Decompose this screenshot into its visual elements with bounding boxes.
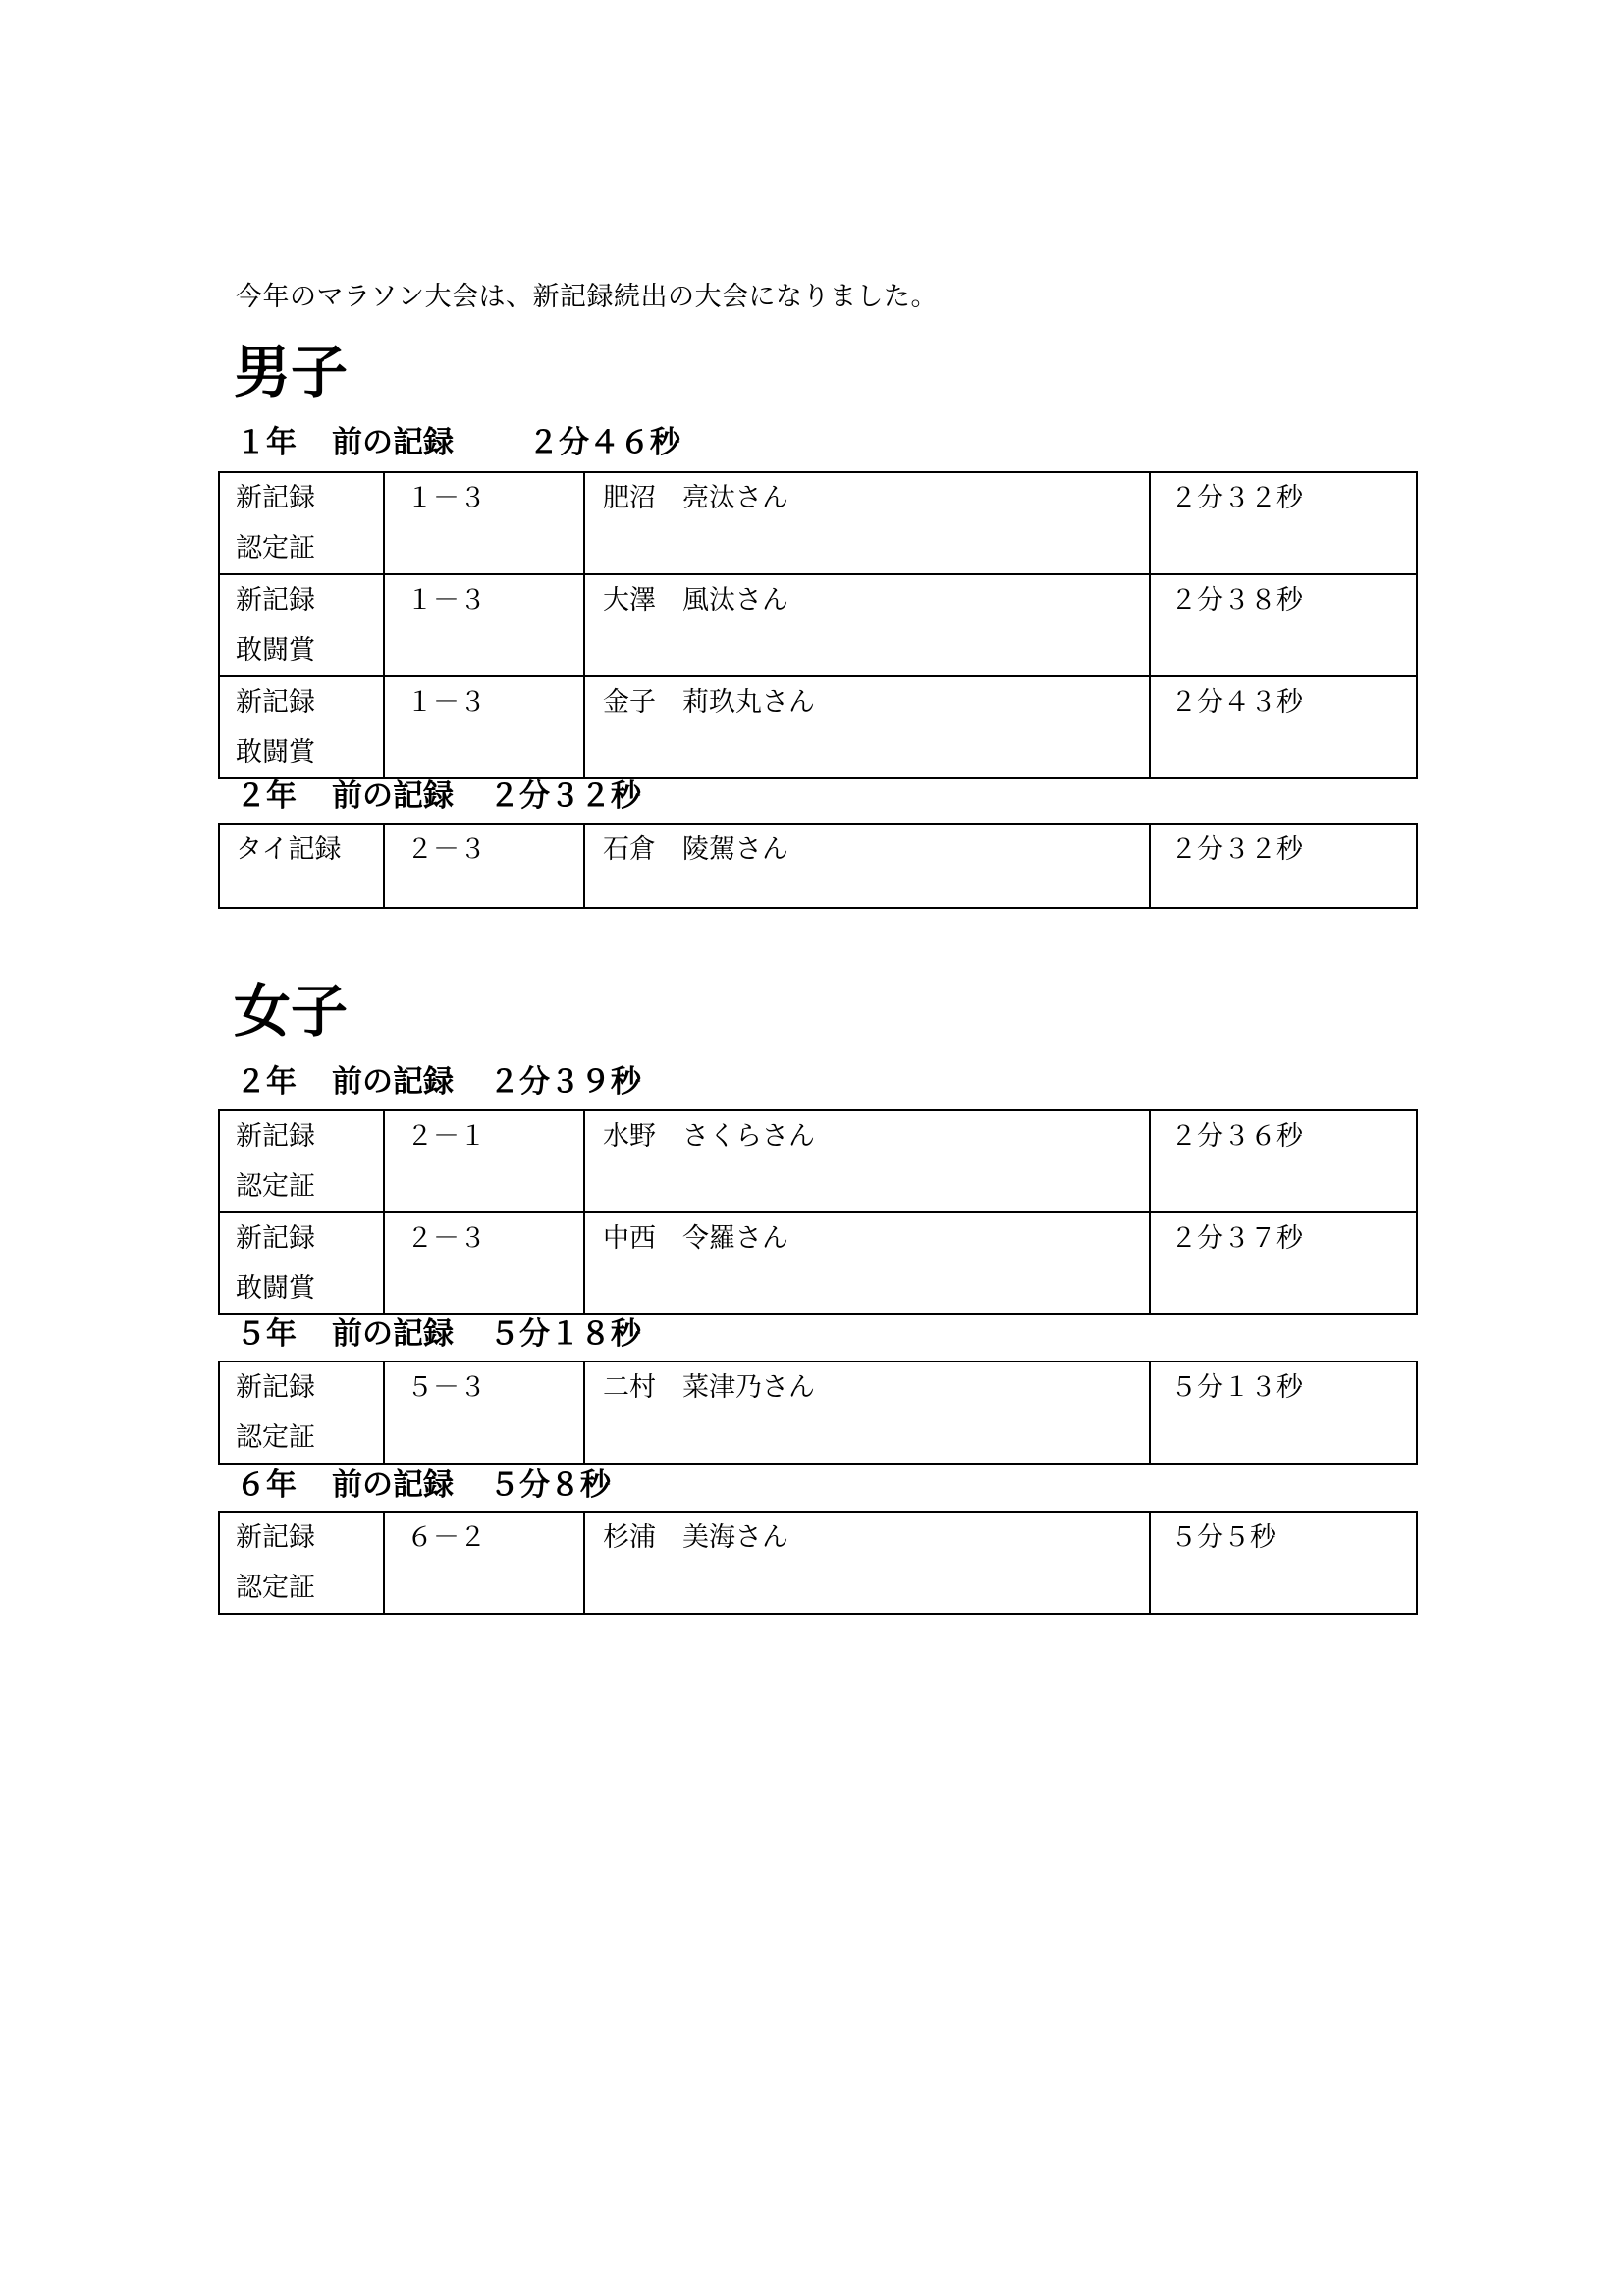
award-line-2: 敢闘賞 [236,1273,315,1304]
award-cell [219,1212,384,1314]
award-line-1: 新記録 [236,1522,315,1553]
award-cell [219,676,384,778]
grade-label: ２年 [236,778,297,814]
previous-record-label: 前の記録 [332,425,454,460]
award-line-1: 新記録 [236,483,315,513]
class-cell: ２－３ [384,824,584,908]
time-cell: ５分５秒 [1150,1512,1417,1614]
award-cell [219,1110,384,1212]
name-cell: 水野 さくらさん [584,1110,1150,1212]
award-line-1: 新記録 [236,687,315,718]
award-line-2: 認定証 [236,533,315,563]
previous-record-time: ５分８秒 [489,1468,611,1503]
grade-heading [236,1466,611,1505]
table-row [219,1110,1417,1212]
records-table [218,1511,1418,1615]
name-cell: 石倉 陵駕さん [584,824,1150,908]
name-cell: 二村 菜津乃さん [584,1362,1150,1464]
time-cell: ２分３６秒 [1150,1110,1417,1212]
previous-record-label: 前の記録 [332,1064,454,1099]
name-cell: 金子 莉玖丸さん [584,676,1150,778]
grade-heading [236,1062,641,1101]
award-line-1: タイ記録 [236,834,342,865]
records-table [218,1361,1418,1465]
award-line-2: 敢闘賞 [236,737,315,768]
award-cell [219,1362,384,1464]
previous-record-time: ２分４６秒 [528,425,680,460]
grade-label: ２年 [236,1064,297,1099]
intro-text: 今年のマラソン大会は、新記録続出の大会になりました。 [236,282,938,312]
award-line-2: 認定証 [236,1422,315,1453]
class-cell: １－３ [384,472,584,574]
table-row [219,676,1417,778]
table-row [219,1212,1417,1314]
grade-heading [236,1314,641,1354]
section-title-boys: 男子 [234,339,349,405]
award-line-1: 新記録 [236,1121,315,1151]
time-cell: ２分３８秒 [1150,574,1417,676]
name-cell: 中西 令羅さん [584,1212,1150,1314]
table-row [219,472,1417,574]
grade-label: ５年 [236,1316,297,1352]
table-row [219,574,1417,676]
class-cell: １－３ [384,574,584,676]
award-line-1: 新記録 [236,1223,315,1254]
award-cell [219,824,384,908]
grade-label: １年 [236,425,297,460]
previous-record-label: 前の記録 [332,778,454,814]
award-line-1: 新記録 [236,1372,315,1403]
award-line-1: 新記録 [236,585,315,615]
table-row [219,1512,1417,1614]
time-cell: ２分４３秒 [1150,676,1417,778]
grade-heading [236,776,641,816]
previous-record-label: 前の記録 [332,1468,454,1503]
award-line-2: 認定証 [236,1573,315,1603]
class-cell: ２－３ [384,1212,584,1314]
records-table [218,471,1418,779]
time-cell: ２分３２秒 [1150,472,1417,574]
previous-record-time: ５分１８秒 [489,1316,641,1352]
name-cell: 大澤 風汰さん [584,574,1150,676]
previous-record-time: ２分３２秒 [489,778,641,814]
name-cell: 肥沼 亮汰さん [584,472,1150,574]
records-table [218,1109,1418,1315]
award-line-2: 敢闘賞 [236,635,315,666]
award-cell [219,1512,384,1614]
class-cell: ５－３ [384,1362,584,1464]
time-cell: ２分３７秒 [1150,1212,1417,1314]
class-cell: ６－２ [384,1512,584,1614]
table-row [219,1362,1417,1464]
time-cell: ２分３２秒 [1150,824,1417,908]
grade-label: ６年 [236,1468,297,1503]
award-cell [219,574,384,676]
class-cell: １－３ [384,676,584,778]
class-cell: ２－１ [384,1110,584,1212]
award-line-2: 認定証 [236,1171,315,1201]
table-row [219,824,1417,908]
award-cell [219,472,384,574]
time-cell: ５分１３秒 [1150,1362,1417,1464]
section-title-girls: 女子 [234,978,349,1044]
grade-heading [236,423,680,462]
name-cell: 杉浦 美海さん [584,1512,1150,1614]
records-table [218,823,1418,909]
previous-record-label: 前の記録 [332,1316,454,1352]
previous-record-time: ２分３９秒 [489,1064,641,1099]
